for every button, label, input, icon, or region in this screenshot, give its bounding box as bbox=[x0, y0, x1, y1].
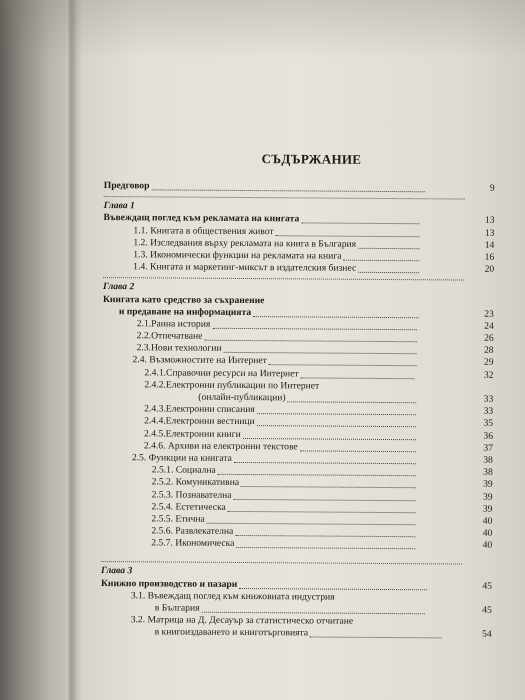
entry-title: 2.5.1. Социална bbox=[151, 464, 216, 476]
entry-title: 2.4.4.Електронни вестници bbox=[144, 415, 255, 428]
page-number: 40 bbox=[482, 539, 493, 551]
page-number: 54 bbox=[481, 629, 492, 641]
leader-line bbox=[241, 486, 416, 488]
leader-line bbox=[206, 523, 415, 525]
leader-line bbox=[287, 401, 416, 403]
entry-title: 2.4.6. Архиви на електронни текстове bbox=[143, 440, 298, 453]
chapter-separator bbox=[101, 561, 462, 565]
leader-line bbox=[239, 588, 427, 590]
leader-line bbox=[358, 272, 419, 273]
entry-title: в книгоиздаването и книготърговията bbox=[154, 626, 309, 639]
leader-line bbox=[227, 511, 415, 513]
leader-line bbox=[218, 474, 416, 476]
leader-line bbox=[213, 328, 417, 330]
entry-title: 2.5. Функции на книгата bbox=[131, 452, 232, 464]
entry-title: Предговор bbox=[103, 180, 150, 192]
entry-title: 1.4. Книгата и маркетинг-миксът в издателския бизнес bbox=[133, 261, 357, 274]
entry-title: 2.5.6. Развлекателна bbox=[151, 525, 234, 538]
leader-line bbox=[234, 462, 416, 464]
entry-title: и предаване на информацията bbox=[118, 305, 252, 318]
page-number: 9 bbox=[489, 182, 495, 194]
entry-title: 2.1.Ранна история bbox=[136, 318, 211, 330]
page-number: 16 bbox=[484, 251, 495, 263]
entry-title: 2.3.Нови технологии bbox=[136, 342, 222, 355]
entry-title: 2.4.2.Електронни публикации по Интернет bbox=[144, 379, 320, 392]
page-number: 36 bbox=[483, 430, 494, 442]
entry-title: 2.5.5. Етична bbox=[151, 513, 205, 525]
page-number: 40 bbox=[482, 527, 493, 539]
toc-entry bbox=[100, 180, 495, 195]
entry-title: 2.5.4. Естетическа bbox=[151, 501, 226, 513]
page-number: 40 bbox=[482, 515, 493, 527]
leader-line bbox=[234, 498, 416, 500]
leader-line bbox=[253, 316, 419, 318]
page-number: 37 bbox=[483, 442, 493, 454]
leader-line bbox=[301, 223, 419, 225]
page-number: 38 bbox=[483, 466, 493, 478]
leader-line bbox=[257, 425, 416, 427]
leader-line bbox=[202, 612, 425, 615]
page-number: 39 bbox=[483, 478, 493, 491]
page-number: 35 bbox=[483, 418, 494, 430]
leader-line bbox=[358, 248, 419, 249]
entry-title: 1.2. Изследвания върху рекламата на книга в България bbox=[133, 236, 357, 250]
entry-title: Книжно производство и пазари bbox=[100, 577, 238, 590]
left-page-edge bbox=[0, 0, 66, 700]
table-of-contents bbox=[97, 180, 495, 641]
toc-entry bbox=[97, 626, 492, 641]
page-number: 13 bbox=[484, 227, 495, 239]
book-gutter bbox=[66, 0, 76, 700]
page-number: 24 bbox=[484, 320, 494, 332]
entry-title: в България bbox=[154, 602, 200, 614]
entry-title: 3.2. Матрица на Д. Десауър за статистическо отчитане bbox=[130, 614, 354, 627]
leader-line bbox=[224, 352, 417, 354]
leader-line bbox=[310, 637, 442, 639]
page-title: СЪДЪРЖАНИЕ bbox=[261, 151, 362, 167]
page-number: 20 bbox=[484, 263, 495, 275]
entry-title: Книгата като средство за съхранение bbox=[102, 293, 265, 306]
page-number: 28 bbox=[483, 344, 494, 357]
page-number: 39 bbox=[482, 491, 493, 503]
entry-title: 2.2.Отпечатване bbox=[136, 330, 203, 342]
chapter-label: Глава 3 bbox=[101, 565, 133, 577]
page-number: 33 bbox=[483, 405, 494, 417]
page-number: 45 bbox=[482, 580, 493, 592]
chapter-label: Глава 1 bbox=[103, 200, 135, 212]
toc-entry bbox=[99, 261, 494, 276]
leader-line bbox=[152, 189, 425, 192]
entry-title: 3.1. Въвеждащ поглед към книжовната индустрия bbox=[130, 590, 335, 603]
entry-title: 2.5.3. Познавателна bbox=[151, 488, 232, 501]
leader-line bbox=[343, 260, 419, 262]
page-number: 14 bbox=[484, 239, 495, 251]
entry-title: Въвеждащ поглед към рекламата на книгата bbox=[103, 212, 300, 225]
page-number: 32 bbox=[483, 369, 494, 381]
entry-title: 2.4.3.Електронни списания bbox=[144, 403, 255, 416]
page-number: 29 bbox=[483, 357, 494, 369]
leader-line bbox=[300, 377, 414, 379]
page-number: 38 bbox=[483, 454, 493, 466]
leader-line bbox=[205, 340, 417, 342]
leader-line bbox=[235, 535, 415, 537]
entry-title: 1.1. Книгата в обществения живот bbox=[133, 224, 274, 237]
entry-title: 1.3. Икономически функции на рекламата на книга bbox=[133, 249, 342, 262]
leader-line bbox=[275, 235, 419, 237]
entry-title: 2.5.7. Икономическа bbox=[151, 537, 235, 550]
page-number: 45 bbox=[482, 604, 492, 616]
leader-line bbox=[257, 413, 416, 415]
page-number: 39 bbox=[482, 503, 493, 515]
entry-title: (онлайн-публикации) bbox=[198, 391, 286, 404]
page-number: 13 bbox=[484, 215, 495, 227]
chapter-label: Глава 2 bbox=[103, 281, 135, 293]
top-shadow bbox=[0, 0, 525, 60]
leader-line bbox=[243, 438, 416, 440]
chapter-separator bbox=[104, 196, 465, 200]
entry-title: 2.5.2. Комуникативна bbox=[151, 476, 240, 489]
entry-title: 2.4.5.Електронни книги bbox=[143, 427, 241, 440]
leader-line bbox=[268, 365, 416, 367]
entry-title: 2.4.1.Справочни ресурси на Интернет bbox=[144, 366, 299, 380]
chapter-separator bbox=[103, 277, 464, 281]
leader-line bbox=[300, 450, 416, 452]
page-number: 26 bbox=[484, 332, 494, 344]
leader-line bbox=[236, 547, 415, 549]
contents-page bbox=[97, 150, 495, 641]
page-number: 33 bbox=[483, 393, 494, 405]
entry-title: 2.4. Възможностите на Интернет bbox=[132, 354, 267, 367]
page-number: 23 bbox=[484, 308, 494, 320]
